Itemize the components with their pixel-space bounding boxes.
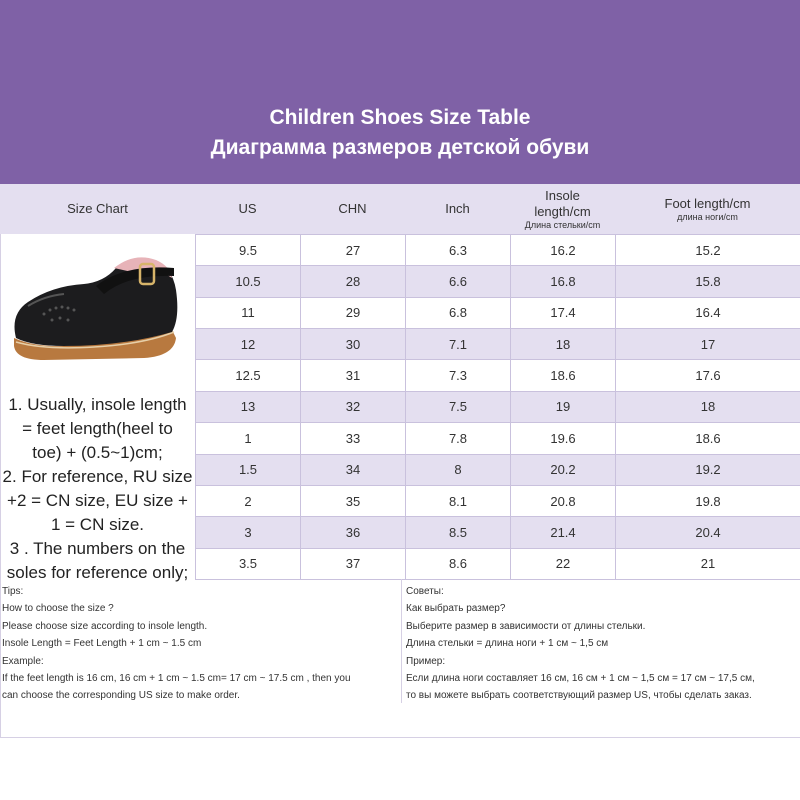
header-chn-label: CHN [338,201,367,216]
tip-line: Выберите размер в зависимости от длины стельки. [406,620,646,632]
tip-line: Как выбрать размер? [406,603,506,615]
table-row [195,549,800,580]
table-row [195,329,800,360]
cell-chn: 29 [300,298,405,328]
note-line: 1. Usually, insole length [8,395,187,414]
header-insole [510,184,615,234]
cell-inch: 6.6 [405,266,510,296]
cell-inch: 7.8 [405,423,510,453]
cell-foot: 15.8 [615,266,800,296]
note-line: = feet length(heel to [22,419,173,438]
header-us [195,184,300,234]
table-row [195,298,800,329]
tip-line: How to choose the size ? [2,603,114,615]
header-insole-line1: Insole [545,187,580,203]
tip-line: Insole Length = Feet Length + 1 cm ~ 1.5 cm [2,638,202,650]
cell-chn: 35 [300,486,405,516]
cell-foot: 19.8 [615,486,800,516]
cell-us: 1 [195,423,300,453]
cell-chn: 34 [300,455,405,485]
cell-foot: 16.4 [615,298,800,328]
header-size-chart [0,184,195,234]
table-header [0,184,800,234]
cell-inch: 7.1 [405,329,510,359]
cell-us: 3.5 [195,549,300,579]
cell-foot: 17 [615,329,800,359]
bottom-divider [0,737,800,738]
tip-line: Example: [2,655,44,667]
table-row [195,423,800,454]
note-line: +2 = CN size, EU size + [7,491,188,510]
cell-insole: 18 [510,329,615,359]
tips-divider [401,579,402,703]
note-line: 1 = CN size. [50,515,145,534]
cell-us: 12.5 [195,360,300,390]
cell-us: 11 [195,298,300,328]
cell-inch: 6.8 [405,298,510,328]
tips-english [2,583,398,705]
cell-inch: 8 [405,455,510,485]
header-inch [405,184,510,234]
cell-us: 9.5 [195,235,300,265]
cell-us: 2 [195,486,300,516]
shoe-icon [4,234,191,366]
cell-inch: 7.3 [405,360,510,390]
cell-chn: 27 [300,235,405,265]
note-line: 2. For reference, RU size [2,467,193,486]
note-line: toe) + (0.5~1)cm; [32,443,163,462]
header-size-chart-label: Size Chart [67,201,128,216]
table-row [195,392,800,423]
cell-foot: 18 [615,392,800,422]
cell-chn: 28 [300,266,405,296]
cell-chn: 37 [300,549,405,579]
cell-insole: 20.2 [510,455,615,485]
cell-insole: 21.4 [510,517,615,547]
cell-foot: 17.6 [615,360,800,390]
tip-line: Tips: [2,586,24,597]
cell-us: 3 [195,517,300,547]
tip-line: can choose the corresponding US size to make order. [2,690,240,702]
cell-insole: 22 [510,549,615,579]
cell-us: 10.5 [195,266,300,296]
size-notes [0,393,195,585]
title-english: Children Shoes Size Table [269,106,531,129]
cell-us: 12 [195,329,300,359]
tip-line: Пример: [406,655,446,667]
cell-foot: 20.4 [615,517,800,547]
tip-line: Please choose size according to insole length. [2,620,208,632]
header-foot [615,184,800,234]
title-russian: Диаграмма размеров детской обуви [210,136,590,159]
cell-inch: 7.5 [405,392,510,422]
cell-us: 13 [195,392,300,422]
shoe-image [4,234,191,366]
tip-line: If the feet length is 16 cm, 16 cm + 1 cm ~ 1.5 cm= 17 cm ~ 17.5 cm , then you [2,673,351,685]
table-row [195,486,800,517]
cell-chn: 31 [300,360,405,390]
cell-foot: 21 [615,549,800,579]
note-line: soles for reference only; [6,563,189,582]
cell-insole: 18.6 [510,360,615,390]
cell-foot: 18.6 [615,423,800,453]
size-table [195,234,800,579]
cell-inch: 6.3 [405,235,510,265]
cell-foot: 15.2 [615,235,800,265]
cell-insole: 20.8 [510,486,615,516]
tips-russian [406,583,798,705]
header-insole-sub: Длина стельки/cm [524,219,601,230]
cell-inch: 8.6 [405,549,510,579]
tip-line: Длина стельки = длина ноги + 1 см ~ 1,5 см [406,638,609,650]
header-foot-label: Foot length/cm [664,195,751,211]
header-us-label: US [238,201,257,216]
cell-inch: 8.1 [405,486,510,516]
cell-chn: 30 [300,329,405,359]
tip-line: Советы: [406,586,444,597]
cell-foot: 19.2 [615,455,800,485]
note-line: 3 . The numbers on the [9,539,186,558]
header-foot-sub: длина ноги/cm [677,211,738,222]
cell-us: 1.5 [195,455,300,485]
cell-chn: 36 [300,517,405,547]
title-banner [0,0,800,184]
header-inch-label: Inch [445,201,470,216]
cell-inch: 8.5 [405,517,510,547]
table-row [195,517,800,548]
cell-chn: 33 [300,423,405,453]
table-row [195,360,800,391]
tip-line: Если длина ноги составляет 16 см, 16 см + 1 см ~ 1,5 см = 17 см ~ 17,5 см, [406,673,755,685]
header-chn [300,184,405,234]
table-row [195,455,800,486]
tip-line: то вы можете выбрать соответствующий размер US, чтобы сделать заказ. [406,690,752,702]
cell-insole: 17.4 [510,298,615,328]
cell-insole: 19.6 [510,423,615,453]
table-row [195,266,800,297]
cell-chn: 32 [300,392,405,422]
cell-insole: 19 [510,392,615,422]
table-row [195,235,800,266]
header-insole-line2: length/cm [534,203,591,219]
cell-insole: 16.2 [510,235,615,265]
cell-insole: 16.8 [510,266,615,296]
